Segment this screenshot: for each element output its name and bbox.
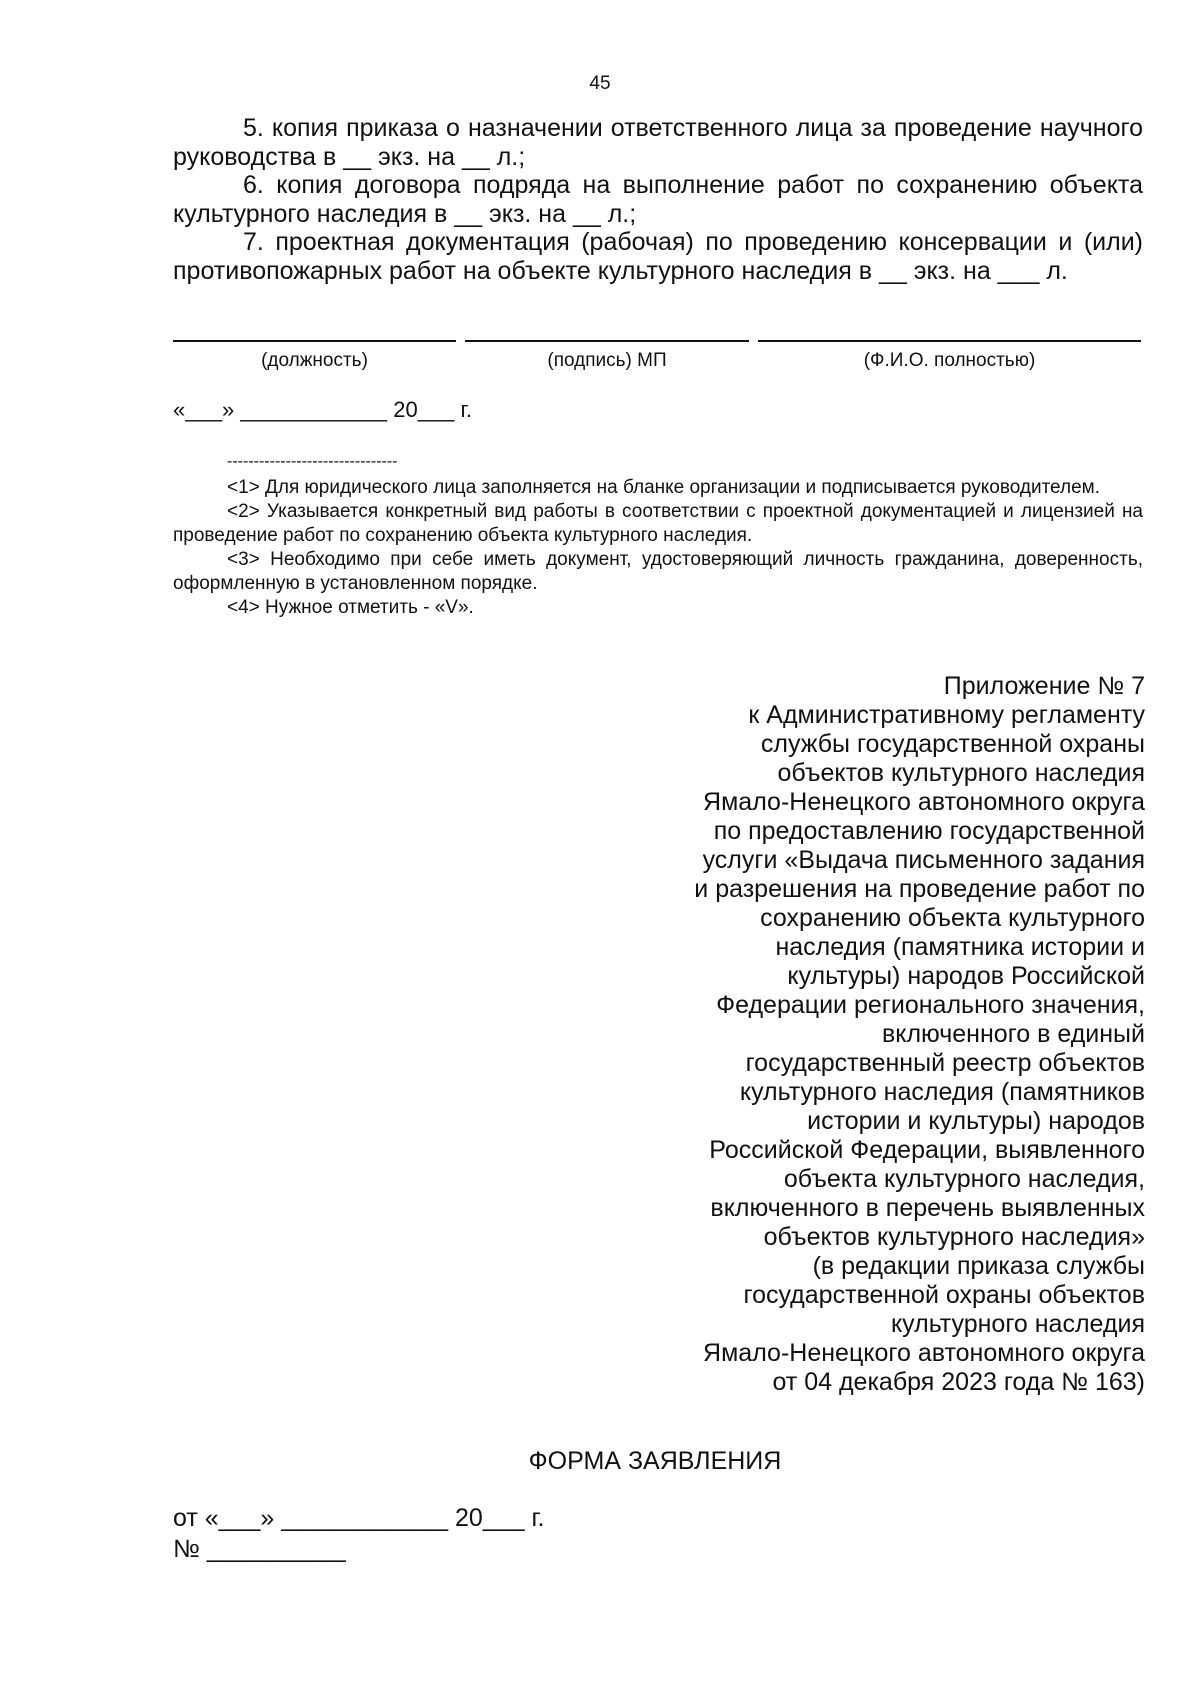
signature-line [465, 340, 749, 342]
appendix-header [625, 672, 1145, 1397]
appendix-line: Российской Федерации, выявленного [709, 1136, 1145, 1164]
appendix-line: от 04 декабря 2023 года № 163) [772, 1368, 1145, 1396]
footnote: <3> Необходимо при себе иметь документ, удостоверяющий личность гражданина, доверенность, оформленную в установленном порядке. [173, 549, 1143, 594]
footnote: <4> Нужное отметить - «V». [227, 597, 474, 618]
appendix-line: Ямало-Ненецкого автономного округа [703, 788, 1145, 816]
footnotes [173, 476, 1143, 620]
appendix-line: сохранению объекта культурного [760, 904, 1145, 932]
appendix-line: Приложение № 7 [943, 672, 1145, 700]
date-line: «___» ____________ 20___ г. [173, 397, 472, 422]
appendix-line: государственный реестр объектов [745, 1049, 1145, 1077]
appendix-line: наследия (памятника истории и [775, 933, 1145, 961]
attachments-list [173, 114, 1143, 285]
form-title: ФОРМА ЗАЯВЛЕНИЯ [528, 1447, 782, 1475]
appendix-line: культуры) народов Российской [787, 962, 1145, 990]
appendix-line: объекта культурного наследия, [783, 1165, 1145, 1193]
list-item: 6. копия договора подряда на выполнение работ по сохранению объекта культурного наследия в __ экз. на __ л.; [173, 171, 1143, 228]
position-label: (должность) [261, 350, 368, 371]
name-label: (Ф.И.О. полностью) [863, 350, 1036, 371]
appendix-line: объектов культурного наследия [777, 759, 1145, 787]
page-number: 45 [589, 73, 611, 94]
appendix-line: Федерации регионального значения, [716, 991, 1145, 1019]
appendix-line: истории и культуры) народов [807, 1107, 1145, 1135]
form-number: № __________ [173, 1535, 346, 1563]
appendix-line: услуги «Выдача письменного задания [702, 846, 1145, 874]
footnote: <1> Для юридического лица заполняется на бланке организации и подписывается руководителем. [227, 477, 1100, 498]
appendix-line: культурного наследия [890, 1310, 1145, 1338]
name-line [758, 340, 1141, 342]
appendix-line: к Административному регламенту [748, 701, 1145, 729]
appendix-line: государственной охраны объектов [743, 1281, 1145, 1309]
appendix-line: включенного в единый [881, 1020, 1145, 1048]
position-line [173, 340, 456, 342]
list-item: 7. проектная документация (рабочая) по проведению консервации и (или) противопожарных работ на объекте культурного наследия в __ экз. на ___ л. [173, 228, 1143, 285]
appendix-line: культурного наследия (памятников [739, 1078, 1145, 1106]
signature-label: (подпись) МП [547, 350, 667, 371]
signature-block [173, 318, 1141, 378]
list-item: 5. копия приказа о назначении ответственного лица за проведение научного руководства в __ экз. на __ л.; [173, 114, 1143, 171]
appendix-line: (в редакции приказа службы [812, 1252, 1145, 1280]
appendix-line: Ямало-Ненецкого автономного округа [703, 1339, 1145, 1367]
appendix-line: по предоставлению государственной [713, 817, 1145, 845]
appendix-line: службы государственной охраны [760, 730, 1145, 758]
form-date: от «___» ____________ 20___ г. [173, 1504, 545, 1532]
appendix-line: и разрешения на проведение работ по [694, 875, 1145, 903]
footnote: <2> Указывается конкретный вид работы в соответствии с проектной документацией и лицензией на проведение работ по сохранению объекта культурного наследия. [173, 501, 1143, 546]
footnote-separator: -------------------------------- [227, 453, 398, 470]
appendix-line: объектов культурного наследия» [763, 1223, 1145, 1251]
appendix-line: включенного в перечень выявленных [710, 1194, 1145, 1222]
